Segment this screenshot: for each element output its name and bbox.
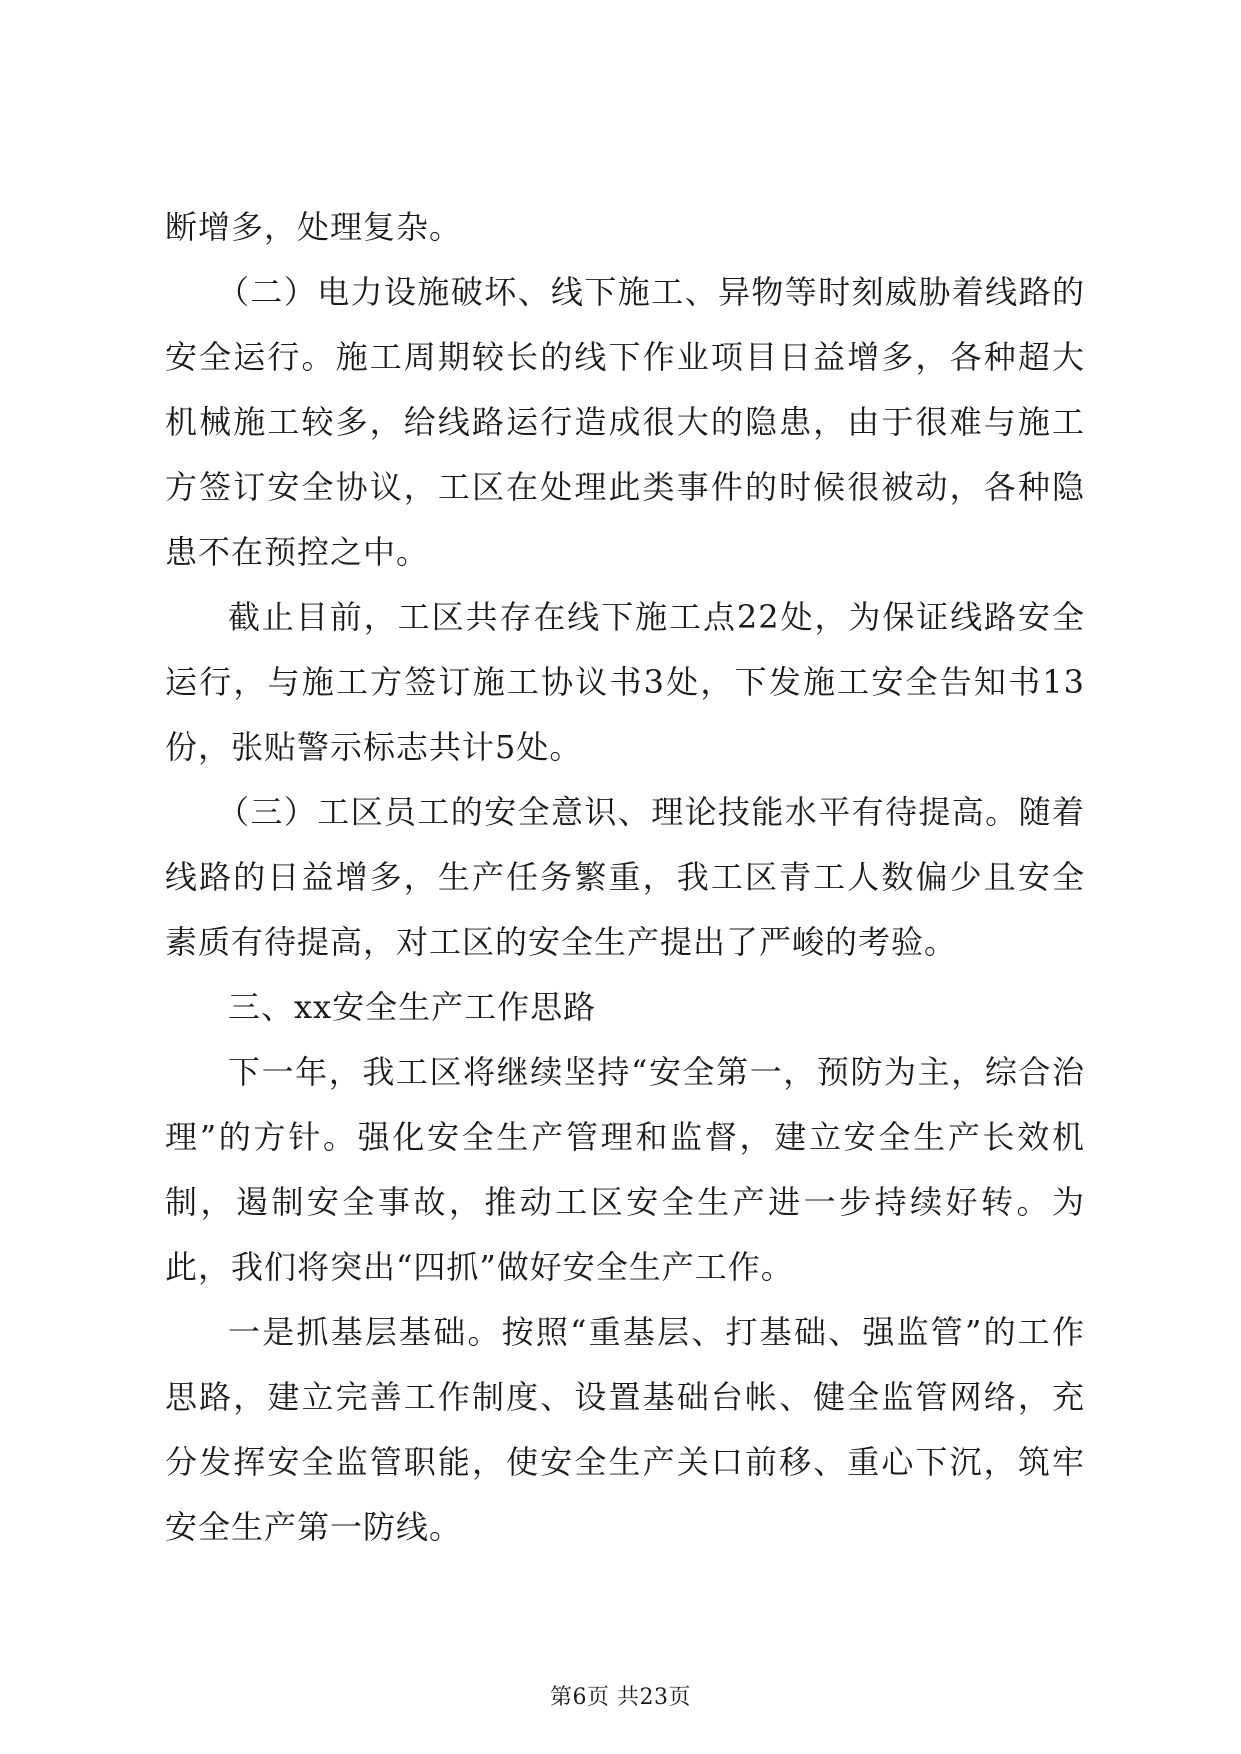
- page-number-footer: 第6页 共23页: [550, 1685, 691, 1710]
- document-body: [165, 195, 1085, 1560]
- section-heading: 三、xx安全生产工作思路: [228, 988, 597, 1026]
- paragraph-section-three: （三）工区员工的安全意识、理论技能水平有待提高。随着线路的日益增多，生产任务繁重，我工区青工人数偏少且安全素质有待提高，对工区的安全生产提出了严峻的考验。: [165, 793, 1085, 961]
- paragraph-continuation: 断增多，处理复杂。: [165, 208, 463, 246]
- paragraph-construction-stats: 截止目前，工区共存在线下施工点22处，为保证线路安全运行，与施工方签订施工协议书3处，下发施工安全告知书13份，张贴警示标志共计5处。: [165, 598, 1085, 766]
- paragraph-next-year-plan: 下一年，我工区将继续坚持“安全第一，预防为主，综合治理”的方针。强化安全生产管理和监督，建立安全生产长效机制，遏制安全事故，推动工区安全生产进一步持续好转。为此，我们将突出“四抓”做好安全生产工作。: [165, 1053, 1085, 1286]
- paragraph-section-two: （二）电力设施破坏、线下施工、异物等时刻威胁着线路的安全运行。施工周期较长的线下作业项目日益增多，各种超大机械施工较多，给线路运行造成很大的隐患，由于很难与施工方签订安全协议，工区在处理此类事件的时候很被动，各种隐患不在预控之中。: [165, 273, 1085, 571]
- paragraph-grassroots-foundation: 一是抓基层基础。按照“重基层、打基础、强监管”的工作思路，建立完善工作制度、设置基础台帐、健全监管网络，充分发挥安全监管职能，使安全生产关口前移、重心下沉，筑牢安全生产第一防线。: [165, 1313, 1085, 1546]
